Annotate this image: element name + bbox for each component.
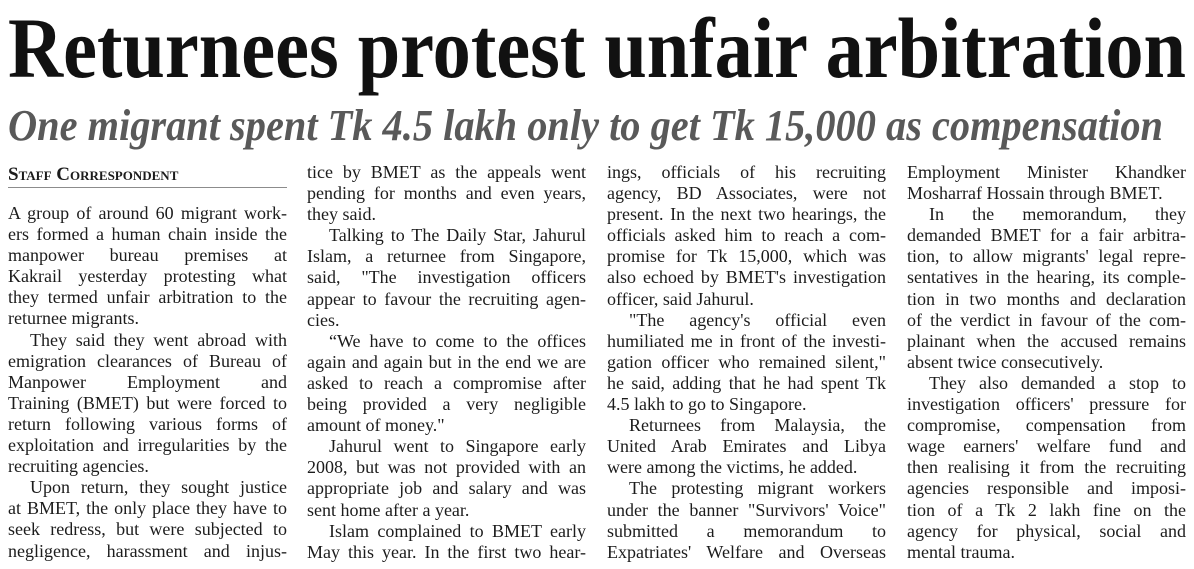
article-line: demanded BMET for a fair arbitra- bbox=[907, 225, 1186, 246]
article-line: Manpower Employment and bbox=[8, 371, 287, 392]
article-line: Mosharraf Hossain through BMET. bbox=[907, 183, 1163, 204]
article-line: returnee migrants. bbox=[8, 308, 139, 329]
article-line: tion, to allow migrants' legal repre- bbox=[907, 246, 1186, 267]
article-line: cies. bbox=[307, 309, 340, 330]
article-line: gation officer who remained silent," bbox=[607, 351, 886, 372]
article-line: They said they went abroad with bbox=[30, 329, 287, 350]
article-line: seek redress, but were subjected to bbox=[8, 519, 287, 540]
article-paragraph bbox=[907, 162, 1186, 204]
article-line: at BMET, the only place they have to bbox=[8, 498, 287, 519]
article-line: The protesting migrant workers bbox=[629, 478, 886, 499]
article-line: May this year. In the first two hear- bbox=[307, 541, 586, 562]
article-line: investigation officers' pressure for bbox=[907, 394, 1186, 415]
article-paragraph bbox=[8, 477, 287, 561]
column-body bbox=[907, 162, 1186, 563]
article-line: Returnees from Malaysia, the bbox=[629, 415, 886, 436]
article-line: 2008, but was not provided with an bbox=[307, 457, 586, 478]
article-line: he said, adding that he had spent Tk bbox=[607, 372, 886, 393]
article-line: present. In the next two hearings, the bbox=[607, 204, 886, 225]
article-line: asked to reach a compromise after bbox=[307, 372, 586, 393]
article-line: In the memorandum, they bbox=[929, 204, 1186, 225]
article-line: sent home after a year. bbox=[307, 499, 470, 520]
article-line: Upon return, they sought justice bbox=[30, 477, 287, 498]
article-line: negligence, harassment and injus- bbox=[8, 540, 287, 561]
article-line: They also demanded a stop to bbox=[929, 372, 1186, 393]
article-line: tion of a Tk 2 lakh fine on the bbox=[907, 499, 1186, 520]
article-line: sentatives in the hearing, its comple- bbox=[907, 267, 1186, 288]
article-line: they said. bbox=[307, 204, 376, 225]
article-paragraph bbox=[907, 373, 1186, 563]
article-line: promise for Tk 15,000, which was bbox=[607, 246, 886, 267]
article-paragraph bbox=[307, 225, 586, 330]
article-line: "The agency's official even bbox=[629, 309, 886, 330]
article-line: then realising it from the recruiting bbox=[907, 457, 1186, 478]
article-paragraph bbox=[907, 204, 1186, 373]
article-line: Talking to The Daily Star, Jahurul bbox=[329, 225, 586, 246]
article-line: absent twice consecutively. bbox=[907, 351, 1104, 372]
article-line: pending for months and even years, bbox=[307, 183, 586, 204]
article-line: 4.5 lakh to go to Singapore. bbox=[607, 394, 807, 415]
article-line: Islam, a returnee from Singapore, bbox=[307, 246, 586, 267]
headline bbox=[8, 0, 1186, 96]
article-column-3 bbox=[607, 162, 886, 563]
article-line: said, "The investigation officers bbox=[307, 267, 586, 288]
article-line: Kakrail yesterday protesting what bbox=[8, 266, 287, 287]
article-line: ers formed a human chain inside the bbox=[8, 224, 287, 245]
article-column-2 bbox=[307, 162, 586, 563]
article-line: amount of money." bbox=[307, 415, 445, 436]
article-line: ings, officials of his recruiting bbox=[607, 162, 886, 182]
article-line: tice by BMET as the appeals went bbox=[307, 162, 586, 182]
article-paragraph bbox=[607, 310, 886, 415]
article-line: tion in two months and declaration bbox=[907, 288, 1186, 309]
article-line: recruiting agencies. bbox=[8, 456, 149, 477]
article-line: of the verdict in favour of the com- bbox=[907, 309, 1186, 330]
article-line: agencies responsible and imposi- bbox=[907, 478, 1186, 499]
column-body bbox=[607, 162, 886, 563]
column-body bbox=[8, 203, 287, 562]
article-line: agency, BD Associates, were not bbox=[607, 183, 886, 204]
article-line: Training (BMET) but were forced to bbox=[8, 392, 287, 413]
article-paragraph bbox=[8, 203, 287, 330]
article-line: wage earners' welfare fund and bbox=[907, 436, 1186, 457]
column-body bbox=[307, 162, 586, 563]
article-line: appropriate job and salary and was bbox=[307, 478, 586, 499]
article-line: agency for physical, social and bbox=[907, 520, 1186, 541]
article-line: plainant when the accused remains bbox=[907, 330, 1186, 351]
article-paragraph bbox=[307, 436, 586, 520]
subheadline-text: One migrant spent Tk 4.5 lakh only to get Tk 15,000 as compensation bbox=[8, 101, 1163, 150]
article-line: officer, said Jahurul. bbox=[607, 288, 754, 309]
article-line: Expatriates' Welfare and Overseas bbox=[607, 541, 886, 562]
byline: Staff Correspondent bbox=[8, 162, 287, 188]
article-line: appear to favour the recruiting agen- bbox=[307, 288, 586, 309]
headline-text: Returnees protest unfair arbitration bbox=[8, 0, 1186, 96]
article-line: Employment Minister Khandker bbox=[907, 162, 1186, 182]
article-line: being provided a very negligible bbox=[307, 394, 586, 415]
article-line: Islam complained to BMET early bbox=[329, 520, 586, 541]
article-line: return following various forms of bbox=[8, 413, 287, 434]
subheadline bbox=[8, 101, 1163, 150]
article-column-1 bbox=[8, 162, 287, 562]
article-paragraph bbox=[307, 162, 586, 225]
article-line: “We have to come to the offices bbox=[329, 330, 586, 351]
article-line: under the banner "Survivors' Voice" bbox=[607, 499, 886, 520]
article-line: humiliated me in front of the investi- bbox=[607, 330, 886, 351]
article-line: Jahurul went to Singapore early bbox=[329, 436, 586, 457]
article-line: also echoed by BMET's investigation bbox=[607, 267, 886, 288]
article-line: exploitation and irregularities by the bbox=[8, 435, 287, 456]
article-paragraph bbox=[607, 162, 886, 310]
article-paragraph bbox=[607, 478, 886, 562]
article-line: submitted a memorandum to bbox=[607, 520, 886, 541]
article-paragraph bbox=[307, 331, 586, 436]
article-line: they termed unfair arbitration to the bbox=[8, 287, 287, 308]
article-line: A group of around 60 migrant work- bbox=[8, 203, 287, 223]
article-line: compromise, compensation from bbox=[907, 415, 1186, 436]
article-line: again and again but in the end we are bbox=[307, 351, 586, 372]
article-line: mental trauma. bbox=[907, 541, 1015, 562]
article-paragraph bbox=[8, 330, 287, 478]
article-paragraph bbox=[307, 521, 586, 563]
article-line: emigration clearances of Bureau of bbox=[8, 350, 287, 371]
article-line: were among the victims, he added. bbox=[607, 457, 858, 478]
article-paragraph bbox=[607, 415, 886, 478]
article-column-4 bbox=[907, 162, 1186, 563]
article-line: manpower bureau premises at bbox=[8, 245, 287, 266]
article-line: United Arab Emirates and Libya bbox=[607, 436, 886, 457]
article-line: officials asked him to reach a com- bbox=[607, 225, 886, 246]
